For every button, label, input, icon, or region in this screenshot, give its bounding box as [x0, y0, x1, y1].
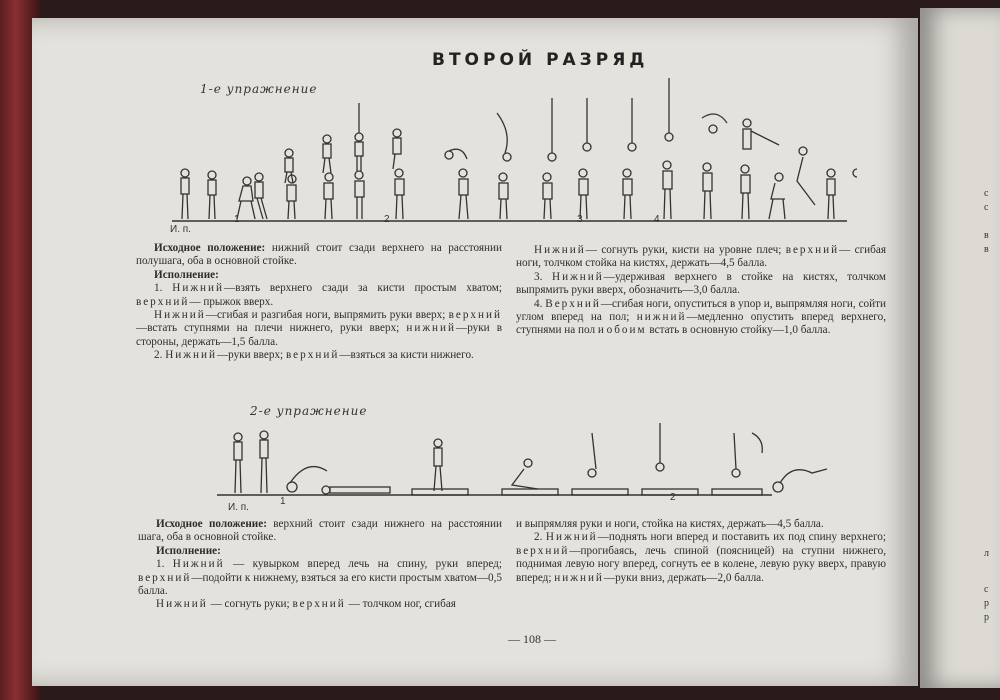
- text-fragment: —встать ступнями на плечи нижнего, руки вверх;: [136, 322, 407, 335]
- text-fragment: Нижний: [552, 270, 604, 283]
- exercise-1-text-right: [516, 244, 886, 338]
- text-fragment: —взять верхнего сзади за кисти простым хватом;: [224, 282, 502, 295]
- text-fragment: нижний: [636, 311, 687, 324]
- page-fragment: в: [984, 244, 989, 255]
- text-fragment: —руки вниз, держать—2,0 балла.: [603, 571, 764, 584]
- text-fragment: —руки в стороны, держать—1,5 балла.: [136, 322, 503, 348]
- label-execution: Исполнение:: [156, 544, 221, 557]
- page-title: ВТОРОЙ РАЗРЯД: [432, 50, 649, 70]
- step-marker-1: 1: [234, 214, 240, 225]
- text-fragment: — кувырком вперед лечь на спину, руки вперед;: [224, 558, 502, 571]
- text-fragment: Нижний: [165, 349, 217, 362]
- text-fragment: 1.: [156, 558, 173, 571]
- page-fragment: в: [984, 230, 989, 241]
- exercise-2-text-right: [516, 518, 886, 585]
- label-execution: Исполнение:: [154, 268, 219, 281]
- text-fragment: и выпрямляя руки и ноги, стойка на кистях, держать—4,5 балла.: [516, 518, 824, 530]
- page-fragment: с: [984, 584, 989, 595]
- text-fragment: нижний: [554, 571, 604, 584]
- text-fragment: верхний: [448, 309, 502, 322]
- text-fragment: — прыжок вверх.: [189, 295, 274, 308]
- text-fragment: Нижний: [545, 531, 598, 544]
- exercise-2-text-left: [138, 518, 502, 612]
- text-fragment: Нижний: [172, 558, 225, 571]
- page-fragment: л: [984, 548, 989, 559]
- text-fragment: —медленно опустить вперед верхнего, ступнями на пол и: [516, 311, 886, 337]
- start-position-marker: И. п.: [170, 224, 191, 235]
- text-fragment: —сгибая и разгибая ноги, выпрямить руки вверх;: [205, 309, 449, 322]
- text-fragment: — согнуть руки;: [207, 598, 293, 611]
- text-start-position: нижний стоит сзади верхнего на расстоянии полушага, оба в основной стойке.: [136, 242, 502, 268]
- text-fragment: 1.: [154, 282, 173, 295]
- step-marker-2: 2: [384, 214, 390, 225]
- text-fragment: Нижний: [154, 309, 206, 322]
- step-marker-1: 1: [280, 496, 286, 507]
- text-fragment: —сгибая ноги, опуститься в упор и, выпрямляя ноги, сойти углом вперед на пол;: [516, 297, 886, 324]
- page-fragment: с: [984, 202, 989, 213]
- text-fragment: встать в основную стойку—1,0 балла.: [646, 324, 831, 337]
- step-marker-2: 2: [670, 492, 676, 503]
- page-fragment: р: [984, 612, 989, 623]
- text-fragment: верхний: [138, 571, 192, 584]
- text-fragment: верхний: [285, 349, 340, 362]
- text-fragment: — толчком ног, сгибая: [345, 598, 456, 611]
- text-fragment: верхний: [136, 295, 190, 308]
- text-fragment: верхний: [785, 244, 840, 256]
- exercise-1-text-left: [136, 242, 502, 363]
- page-fragment: р: [984, 598, 989, 609]
- exercise-1-figures: [167, 73, 857, 233]
- text-fragment: — сгибая ноги, толчком стойка на кистях, держать—4,5 балла.: [516, 244, 886, 270]
- text-fragment: Нижний: [156, 598, 208, 611]
- text-fragment: Нижний: [534, 244, 586, 256]
- text-start-position: верхний стоит сзади нижнего на расстоянии шага, оба в основной стойке.: [138, 518, 502, 544]
- text-fragment: —руки вверх;: [216, 349, 286, 362]
- text-fragment: 2.: [534, 531, 546, 544]
- text-fragment: —удерживая верхнего в стойке на кистях, толчком выпрямить руки вверх, обозначить—3,0 балла.: [516, 270, 887, 297]
- text-fragment: Нижний: [172, 282, 225, 295]
- step-marker-4: 4: [654, 214, 660, 225]
- page-number: — 108 —: [508, 632, 556, 646]
- next-page-edge: [920, 8, 1000, 688]
- book-page: [32, 18, 918, 686]
- exercise-2-heading: 2-е упражнение: [250, 404, 368, 418]
- text-fragment: обоим: [606, 324, 647, 337]
- text-fragment: 3.: [534, 270, 553, 283]
- text-fragment: —прогибаясь, лечь спиной (поясницей) на ступни нижнего, поднимая левую ногу вперед, согнуть ее в колене, левую руку вверх, правую вперед;: [516, 544, 886, 584]
- text-fragment: 2.: [154, 349, 166, 362]
- page-fragment: с: [984, 188, 989, 199]
- text-fragment: —поднять ноги вперед и поставить их под спину верхнего;: [597, 531, 886, 544]
- text-fragment: верхний: [516, 544, 570, 557]
- exercise-2-figures: [212, 403, 832, 513]
- text-fragment: —подойти к нижнему, взяться за его кисти простым хватом—0,5 балла.: [138, 571, 502, 598]
- exercise-1-heading: 1-е упражнение: [200, 82, 318, 96]
- text-fragment: Верхний: [545, 297, 601, 310]
- start-position-marker: И. п.: [228, 502, 249, 513]
- text-fragment: нижний: [406, 322, 457, 335]
- text-fragment: 4.: [534, 297, 546, 310]
- label-start-position: Исходное положение:: [154, 242, 266, 254]
- label-start-position: Исходное положение:: [156, 518, 267, 530]
- step-marker-3: 3: [577, 214, 583, 225]
- text-fragment: —взяться за кисти нижнего.: [339, 349, 474, 362]
- text-fragment: — согнуть руки, кисти на уровне плеч;: [585, 244, 786, 256]
- text-fragment: верхний: [292, 598, 346, 611]
